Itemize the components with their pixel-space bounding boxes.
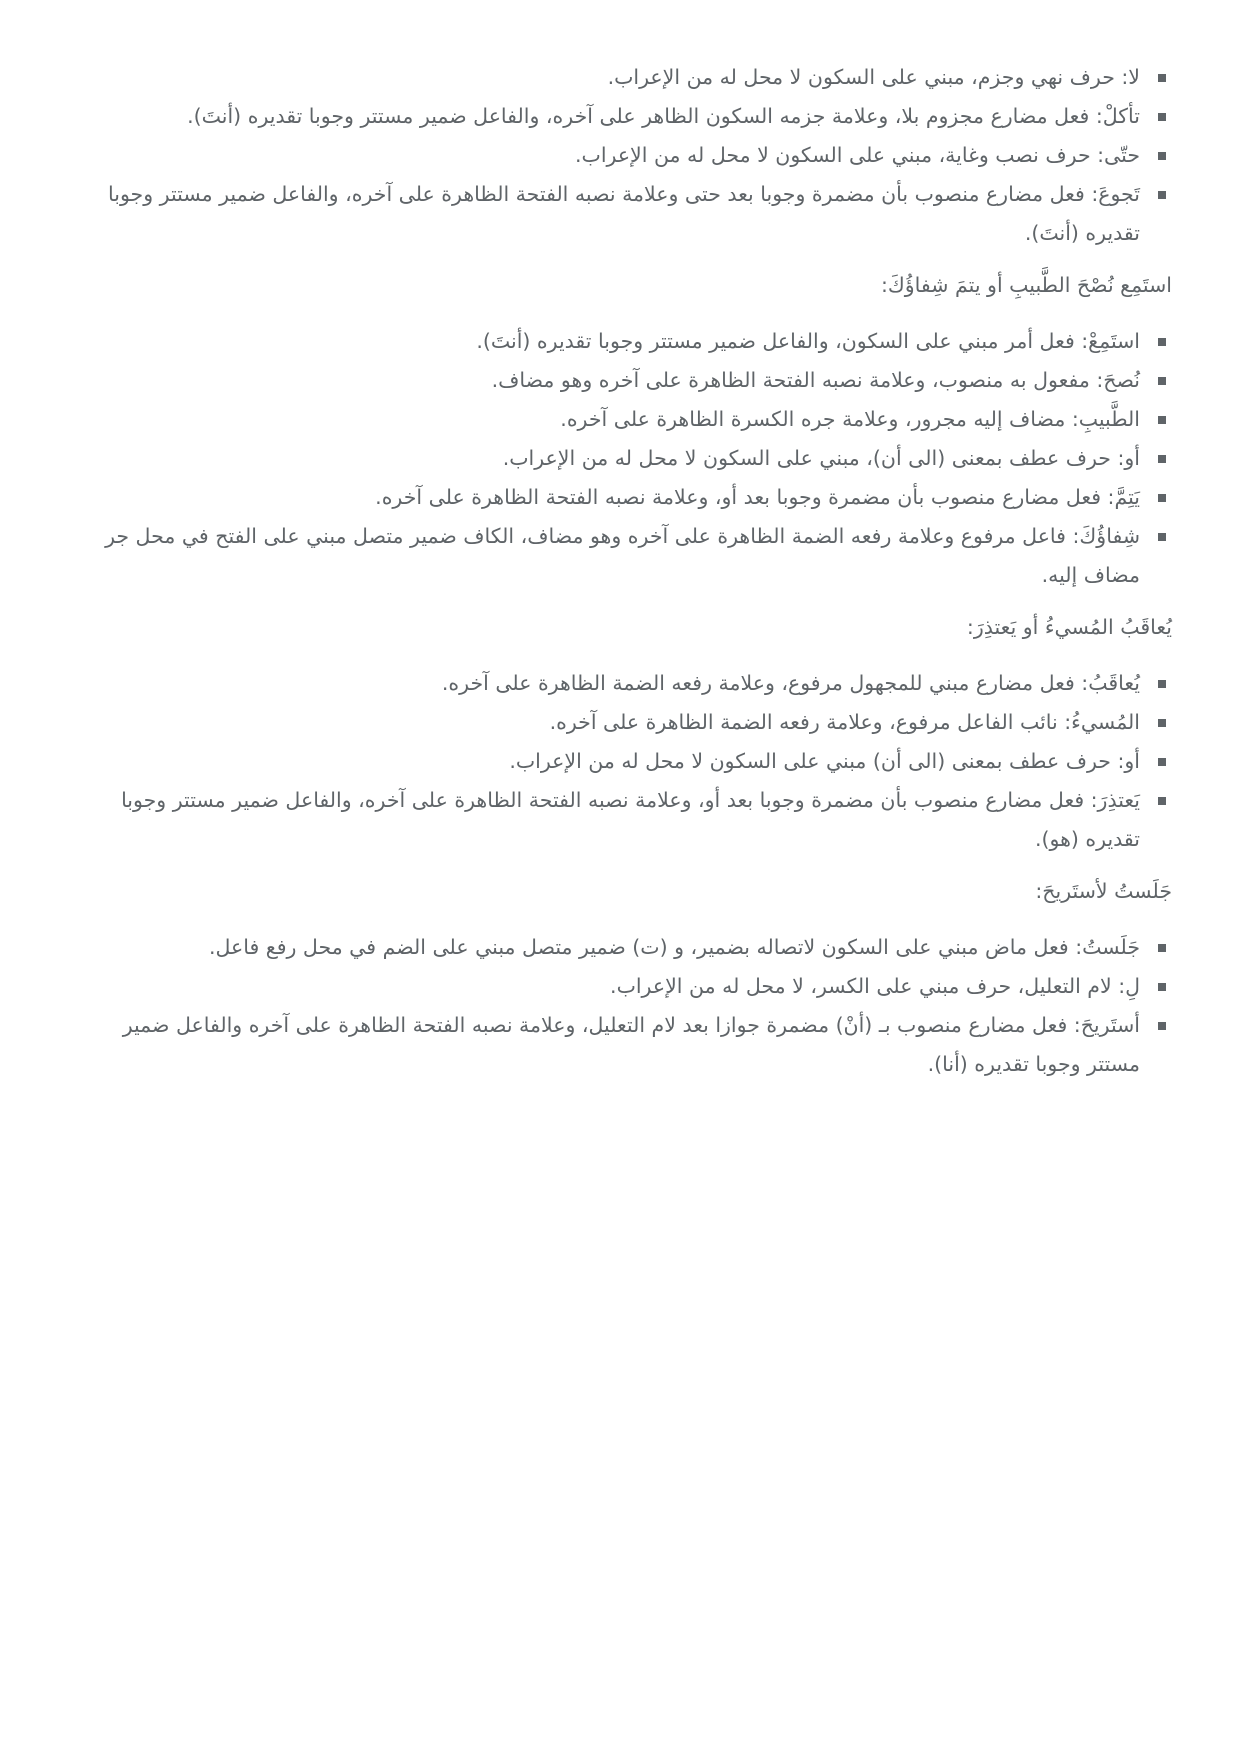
square-bullet-icon bbox=[1158, 758, 1166, 766]
document-body bbox=[70, 58, 1172, 1084]
square-bullet-icon bbox=[1158, 74, 1166, 82]
list-item bbox=[70, 1006, 1172, 1084]
list-item bbox=[70, 781, 1172, 859]
square-bullet-icon bbox=[1158, 338, 1166, 346]
list-item-text: أستَريحَ: فعل مضارع منصوب بـ (أنْ) مضمرة جوازا بعد لام التعليل، وعلامة نصبه الفتحة الظاهرة على آخره والفاعل ضمير مستتر وجوبا تقديره (أنا). bbox=[122, 1013, 1140, 1076]
section-heading: يُعاقَبُ المُسيءُ أو يَعتذِرَ: bbox=[966, 615, 1172, 639]
list-item-text: يَتِمَّ: فعل مضارع منصوب بأن مضمرة وجوبا بعد أو، وعلامة نصبه الفتحة الظاهرة على آخره. bbox=[375, 485, 1140, 509]
square-bullet-icon bbox=[1158, 152, 1166, 160]
square-bullet-icon bbox=[1158, 797, 1166, 805]
list-item-text: نُصحَ: مفعول به منصوب، وعلامة نصبه الفتحة الظاهرة على آخره وهو مضاف. bbox=[491, 368, 1140, 392]
section-heading: استَمِع نُصْحَ الطَّبيبِ أو يتمَ شِفاؤُكَ: bbox=[880, 273, 1172, 297]
list-item bbox=[70, 58, 1172, 97]
list-item bbox=[70, 400, 1172, 439]
section-list bbox=[70, 322, 1172, 595]
square-bullet-icon bbox=[1158, 533, 1166, 541]
list-item bbox=[70, 967, 1172, 1006]
square-bullet-icon bbox=[1158, 719, 1166, 727]
list-item-text: يُعاقَبُ: فعل مضارع مبني للمجهول مرفوع، وعلامة رفعه الضمة الظاهرة على آخره. bbox=[441, 671, 1140, 695]
list-item bbox=[70, 322, 1172, 361]
list-item-text: جَلَستُ: فعل ماض مبني على السكون لاتصاله بضمير، و (ت) ضمير متصل مبني على الضم في محل رفع فاعل. bbox=[208, 935, 1140, 959]
list-item bbox=[70, 97, 1172, 136]
list-item bbox=[70, 361, 1172, 400]
list-item-text: تأكلْ: فعل مضارع مجزوم بلا، وعلامة جزمه السكون الظاهر على آخره، والفاعل ضمير مستتر وجوبا تقديره (أنتَ). bbox=[187, 104, 1140, 128]
list-item bbox=[70, 703, 1172, 742]
section-list bbox=[70, 928, 1172, 1084]
square-bullet-icon bbox=[1158, 494, 1166, 502]
list-item-text: استَمِعْ: فعل أمر مبني على السكون، والفاعل ضمير مستتر وجوبا تقديره (أنتَ). bbox=[476, 329, 1140, 353]
section-3 bbox=[70, 872, 1172, 1084]
list-item bbox=[70, 175, 1172, 253]
square-bullet-icon bbox=[1158, 113, 1166, 121]
intro-list bbox=[70, 58, 1172, 253]
list-item-text: يَعتذِرَ: فعل مضارع منصوب بأن مضمرة وجوبا بعد أو، وعلامة نصبه الفتحة الظاهرة على آخره، والفاعل ضمير مستتر وجوبا تقديره (هو). bbox=[121, 788, 1140, 851]
square-bullet-icon bbox=[1158, 416, 1166, 424]
list-item bbox=[70, 928, 1172, 967]
list-item-text: حتّى: حرف نصب وغاية، مبني على السكون لا محل له من الإعراب. bbox=[575, 143, 1140, 167]
list-item bbox=[70, 439, 1172, 478]
section-2 bbox=[70, 608, 1172, 859]
list-item bbox=[70, 478, 1172, 517]
square-bullet-icon bbox=[1158, 983, 1166, 991]
square-bullet-icon bbox=[1158, 944, 1166, 952]
square-bullet-icon bbox=[1158, 680, 1166, 688]
square-bullet-icon bbox=[1158, 377, 1166, 385]
list-item bbox=[70, 136, 1172, 175]
section-1 bbox=[70, 266, 1172, 595]
list-item-text: تَجوعَ: فعل مضارع منصوب بأن مضمرة وجوبا بعد حتى وعلامة نصبه الفتحة الظاهرة على آخره، والفاعل ضمير مستتر وجوبا تقديره (أنتَ). bbox=[108, 182, 1140, 245]
list-item-text: أو: حرف عطف بمعنى (الى أن) مبني على السكون لا محل له من الإعراب. bbox=[509, 749, 1140, 773]
list-item bbox=[70, 517, 1172, 595]
list-item-text: أو: حرف عطف بمعنى (الى أن)، مبني على السكون لا محل له من الإعراب. bbox=[502, 446, 1140, 470]
section-list bbox=[70, 664, 1172, 859]
list-item bbox=[70, 664, 1172, 703]
list-item-text: الطَّبيبِ: مضاف إليه مجرور، وعلامة جره الكسرة الظاهرة على آخره. bbox=[560, 407, 1140, 431]
list-item-text: لِ: لام التعليل، حرف مبني على الكسر، لا محل له من الإعراب. bbox=[610, 974, 1140, 998]
section-heading: جَلَستُ لأستَريحَ: bbox=[1035, 879, 1172, 903]
square-bullet-icon bbox=[1158, 1022, 1166, 1030]
list-item-text: لا: حرف نهي وجزم، مبني على السكون لا محل له من الإعراب. bbox=[607, 65, 1140, 89]
list-item-text: المُسيءُ: نائب الفاعل مرفوع، وعلامة رفعه الضمة الظاهرة على آخره. bbox=[549, 710, 1140, 734]
square-bullet-icon bbox=[1158, 455, 1166, 463]
list-item bbox=[70, 742, 1172, 781]
list-item-text: شِفاؤُكَ: فاعل مرفوع وعلامة رفعه الضمة الظاهرة على آخره وهو مضاف، الكاف ضمير متصل مبني على الفتح في محل جر مضاف إليه. bbox=[105, 524, 1140, 587]
square-bullet-icon bbox=[1158, 191, 1166, 199]
